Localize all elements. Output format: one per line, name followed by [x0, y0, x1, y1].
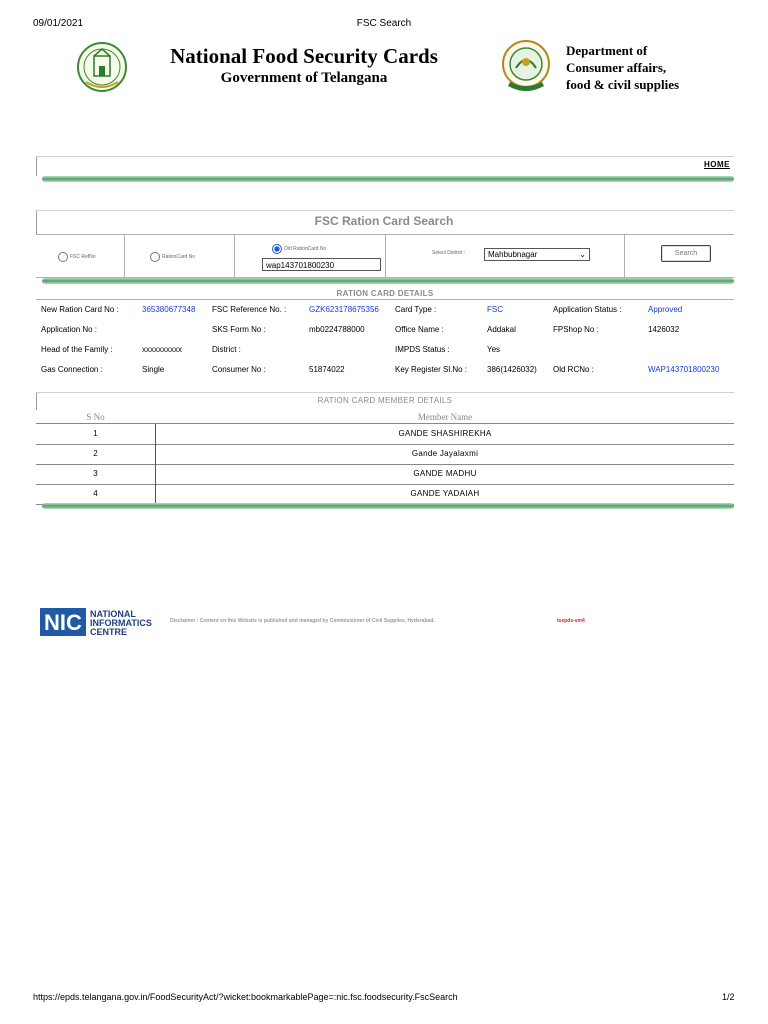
dept-line-2: Consumer affairs,	[566, 60, 667, 75]
table-row	[36, 444, 734, 465]
option-rationcard-cell	[125, 235, 235, 277]
option-old-rationcard[interactable]	[272, 240, 392, 258]
old-rationcard-radio[interactable]	[272, 244, 282, 254]
print-page-title: FSC Search	[356, 18, 412, 29]
home-link[interactable]: HOME	[704, 160, 730, 169]
details-heading: RATION CARD DETAILS	[336, 289, 434, 298]
option-rationcard[interactable]	[150, 248, 195, 266]
members-green-bar	[42, 503, 734, 509]
nic-logo-icon	[40, 608, 168, 636]
application-status-label: Application Status :	[553, 305, 622, 314]
server-name: tsepds-vm4	[557, 618, 585, 624]
col-sno-header: S No	[86, 412, 105, 422]
old-rcno-value: WAP143701800230	[648, 365, 720, 374]
member-name: GANDE SHASHIREKHA	[398, 429, 492, 438]
fpshop-label: FPShop No :	[553, 325, 599, 334]
old-rationcard-label: Old RationCard No	[284, 245, 327, 252]
grid-divider-2	[385, 235, 386, 277]
consumer-no-value: 51874022	[309, 365, 345, 374]
district-select[interactable]	[484, 248, 590, 261]
card-type-value: FSC	[487, 305, 503, 314]
sks-form-label: SKS Form No :	[212, 325, 266, 334]
member-sno: 3	[93, 469, 98, 478]
new-ration-card-value: 365380677348	[142, 305, 196, 314]
search-options-grid	[36, 234, 734, 278]
nav-left-border	[36, 156, 37, 176]
member-sno: 1	[93, 429, 98, 438]
fpshop-value: 1426032	[648, 325, 680, 334]
district-label: District :	[212, 345, 241, 354]
banner-subtitle: Government of Telangana	[220, 70, 388, 86]
rationcard-radio[interactable]	[150, 252, 160, 262]
head-of-family-value: xxxxxxxxxx	[142, 345, 182, 354]
nic-line-1: NATIONAL	[90, 609, 136, 619]
member-name: Gande Jayalaxmi	[411, 449, 479, 458]
office-name-label: Office Name :	[395, 325, 444, 334]
member-name: GANDE YADAIAH	[410, 489, 480, 498]
new-ration-card-label: New Ration Card No :	[41, 305, 119, 314]
dept-line-1: Department of	[566, 43, 648, 58]
gas-connection-value: Single	[142, 365, 165, 374]
office-name-value: Addakal	[487, 325, 516, 334]
member-sno: 4	[93, 489, 98, 498]
nic-abbr: NIC	[44, 610, 82, 635]
civil-supplies-logo-icon	[500, 38, 552, 96]
disclaimer-text: Disclaimer : Content on this Website is published and managed by Commissioner of Civil Supplies, Hyderabad.	[170, 618, 435, 624]
impds-status-label: IMPDS Status :	[395, 345, 450, 354]
dept-line-3: food & civil supplies	[566, 77, 680, 92]
chevron-down-icon: ⌄	[579, 250, 586, 259]
members-top-border	[36, 392, 734, 393]
card-type-label: Card Type :	[395, 305, 437, 314]
option-fsc-ref[interactable]	[58, 248, 96, 266]
table-row	[36, 484, 734, 505]
consumer-no-label: Consumer No :	[212, 365, 266, 374]
key-register-value: 386(1426032)	[487, 365, 537, 374]
fsc-ref-label: FSC RefNo	[70, 253, 96, 260]
details-divider	[36, 299, 734, 300]
fsc-ref-no-value: GZK623178675356	[309, 305, 379, 314]
banner-title: National Food Security Cards	[170, 44, 438, 68]
application-status-value: Approved	[648, 305, 683, 314]
district-select-value: Mahbubnagar	[488, 250, 538, 259]
fsc-ref-radio[interactable]	[58, 252, 68, 262]
department-name	[566, 42, 679, 93]
member-sno: 2	[93, 449, 98, 458]
application-no-label: Application No :	[41, 325, 98, 334]
search-top-border	[36, 210, 734, 211]
gas-connection-label: Gas Connection :	[41, 365, 103, 374]
grid-divider-1	[234, 235, 235, 277]
table-row	[36, 464, 734, 485]
search-title: FSC Ration Card Search	[314, 214, 454, 228]
grid-divider-3	[624, 235, 625, 277]
print-url: https://epds.telangana.gov.in/FoodSecurityAct/?wicket:bookmarkablePage=:nic.fsc.foodsecurity.FscSearch	[33, 992, 458, 1002]
print-page-number: 1/2	[722, 992, 735, 1002]
nic-line-2: INFORMATICS	[90, 618, 152, 628]
member-name: GANDE MADHU	[413, 469, 477, 478]
search-green-bar	[42, 278, 734, 284]
nic-line-3: CENTRE	[90, 627, 128, 636]
rationcard-label: RationCard No	[162, 253, 196, 260]
head-of-family-label: Head of the Family :	[41, 345, 113, 354]
sks-form-value: mb0224788000	[309, 325, 365, 334]
search-button[interactable]: Search	[661, 245, 711, 262]
nav-green-bar	[42, 176, 734, 182]
impds-status-value: Yes	[487, 345, 501, 354]
table-row	[36, 424, 734, 445]
col-member-name-header: Member Name	[417, 412, 473, 422]
fsc-ref-no-label: FSC Reference No. :	[212, 305, 287, 314]
nav-top-border	[36, 156, 734, 157]
old-rcno-label: Old RCNo :	[553, 365, 594, 374]
key-register-label: Key Register Sl.No :	[395, 365, 468, 374]
old-rationcard-input[interactable]: wap143701800230	[262, 258, 381, 271]
district-select-label: Select District :	[432, 250, 466, 256]
print-date: 09/01/2021	[33, 18, 84, 29]
option-fsc-ref-cell	[36, 235, 125, 277]
members-heading: RATION CARD MEMBER DETAILS	[317, 396, 453, 405]
